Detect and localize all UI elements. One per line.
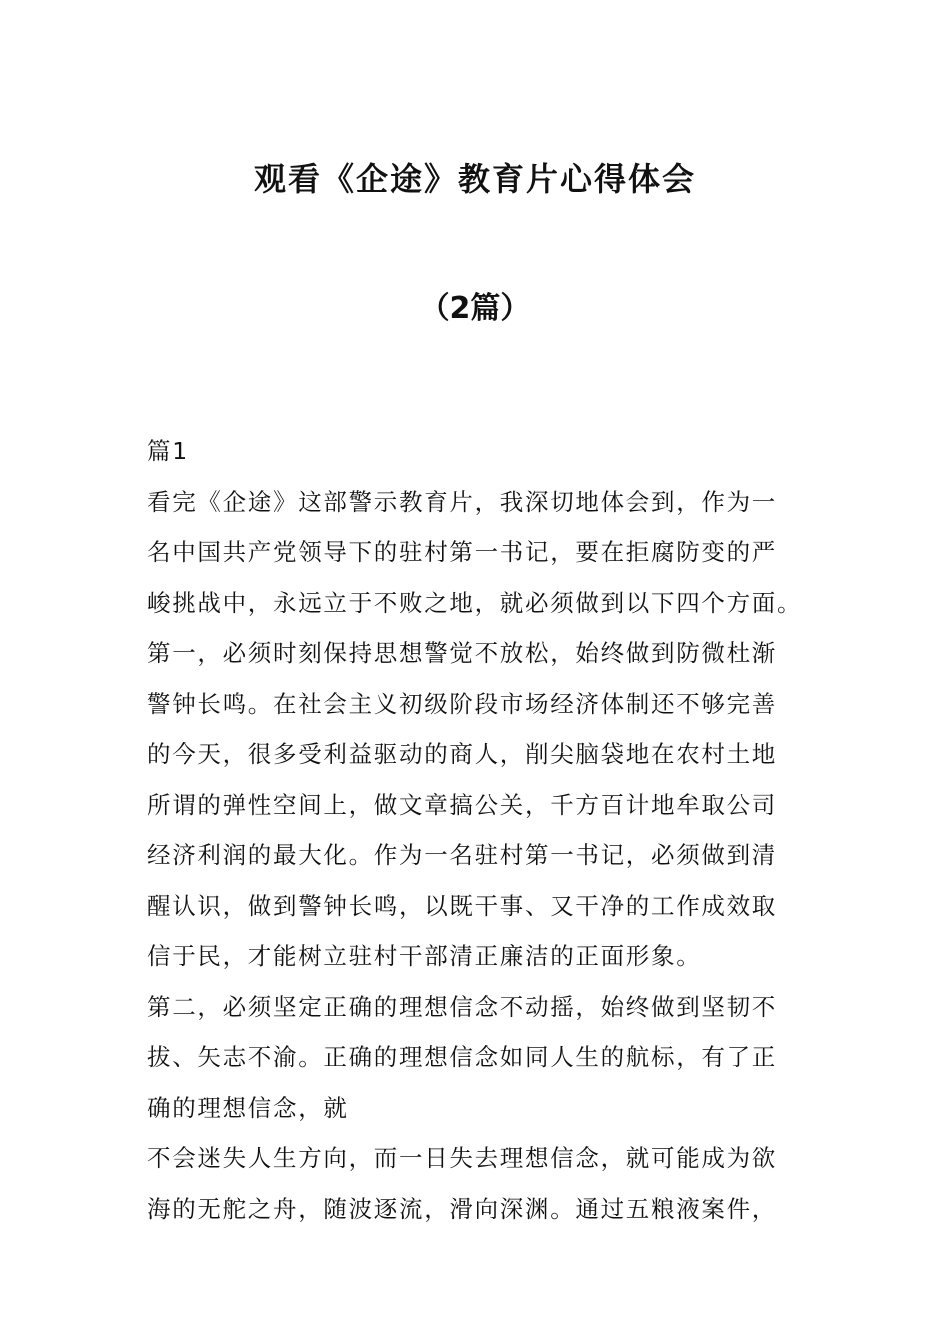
document-title: 观看《企途》教育片心得体会 (253, 160, 696, 198)
section-label: 篇1 (147, 437, 189, 465)
body-line: 第二，必须坚定正确的理想信念不动摇，始终做到坚韧不 (147, 992, 777, 1021)
body-line: 第一，必须时刻保持思想警觉不放松，始终做到防微杜渐 (147, 639, 777, 667)
document-body (147, 426, 807, 1234)
body-line: 信于民，才能树立驻村干部清正廉洁的正面形象。 (147, 942, 702, 970)
body-line: 经济利润的最大化。作为一名驻村第一书记，必须做到清 (147, 841, 777, 869)
body-line: 拔、矢志不渝。正确的理想信念如同人生的航标，有了正 (147, 1043, 777, 1071)
body-line: 的今天，很多受利益驱动的商人，削尖脑袋地在农村土地 (147, 740, 777, 768)
body-line: 确的理想信念，就 (147, 1093, 349, 1122)
body-line: 所谓的弹性空间上，做文章搞公关，千方百计地牟取公司 (147, 790, 777, 819)
body-line: 峻挑战中，永远立于不败之地，就必须做到以下四个方面。 (147, 588, 803, 617)
body-line: 警钟长鸣。在社会主义初级阶段市场经济体制还不够完善 (147, 689, 777, 718)
body-line: 名中国共产党领导下的驻村第一书记，要在拒腐防变的严 (147, 538, 777, 566)
document-subtitle: （2篇） (419, 291, 531, 326)
body-line: 不会迷失人生方向，而一日失去理想信念，就可能成为欲 (147, 1144, 777, 1172)
body-line: 海的无舵之舟，随波逐流，滑向深渊。通过五粮液案件， (147, 1194, 777, 1223)
body-line: 醒认识，做到警钟长鸣，以既干事、又干净的工作成效取 (147, 891, 777, 920)
body-line: 看完《企途》这部警示教育片，我深切地体会到，作为一 (147, 487, 777, 516)
